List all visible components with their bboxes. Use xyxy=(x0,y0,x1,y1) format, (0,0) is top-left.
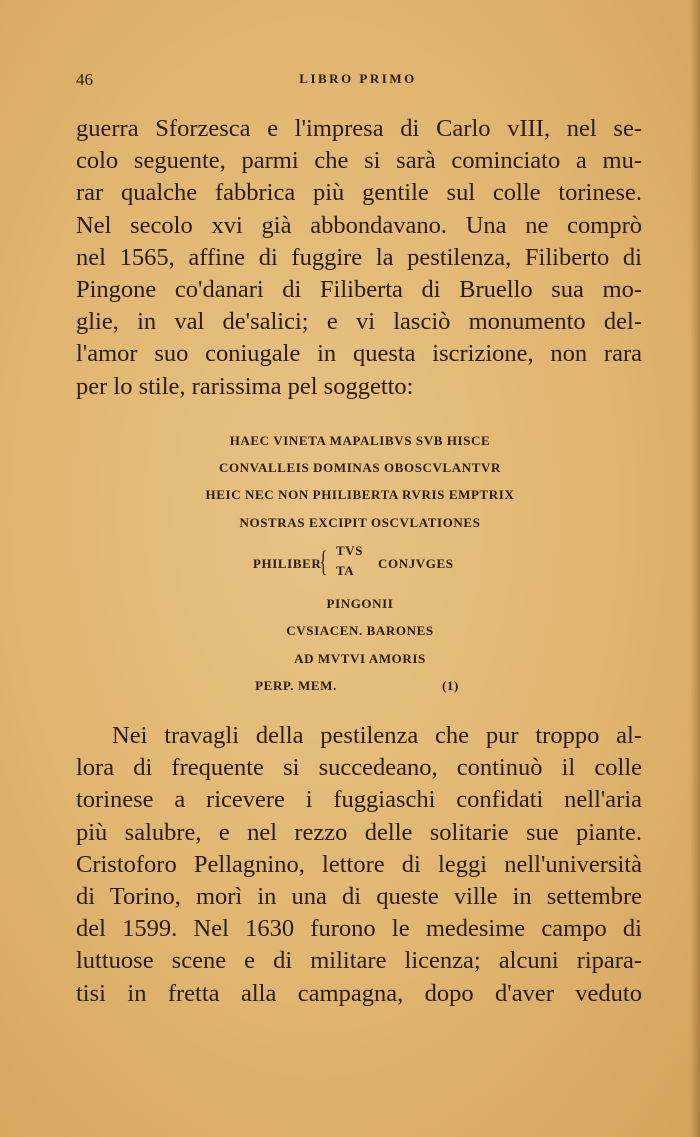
inscription-line: CVSIACEN. BARONES xyxy=(286,623,434,638)
inscription-suffix: TVS xyxy=(336,543,364,558)
inscription-word: PHILIBER xyxy=(253,556,322,571)
inscription-line: HAEC VINETA MAPALIBVS SVB HISCE xyxy=(229,433,491,448)
text-line: tisi in fretta alla campagna, dopo d'aver veduto xyxy=(76,979,642,1007)
text-line: Nei travagli della pestilenza che pur troppo al- xyxy=(112,722,642,749)
text-line: Cristoforo Pellagnino, lettore di leggi nell'università xyxy=(76,850,642,878)
text-line: Nel secolo xvi già abbondavano. Una ne comprò xyxy=(76,211,642,239)
inscription-suffix: TA xyxy=(336,563,355,578)
text-line: torinese a ricevere i fuggiaschi confidati nell'aria xyxy=(76,786,642,814)
inscription-word: CONJVGES xyxy=(378,556,454,571)
text-line: del 1599. Nel 1630 furono le medesime campo di xyxy=(76,915,642,943)
brace-glyph: { xyxy=(319,545,328,578)
page-header xyxy=(76,70,640,94)
text-line: glie, in val de'salici; e vi lasciò monumento del- xyxy=(76,308,642,336)
text-line: nel 1565, affine di fuggire la pestilenza, Filiberto di xyxy=(76,243,642,271)
page-number: 46 xyxy=(76,70,93,89)
footnote-marker: (1) xyxy=(442,678,459,693)
page-gutter-shadow xyxy=(690,0,700,1137)
inscription-line: PINGONII xyxy=(326,596,394,611)
text-line: l'amor suo coniugale in questa iscrizione, non rara xyxy=(76,340,642,368)
inscription-line: CONVALLEIS DOMINAS OBOSCVLANTVR xyxy=(218,460,502,475)
text-line: di Torino, morì in una di queste ville in settembre xyxy=(76,883,642,911)
paragraph-1 xyxy=(76,113,642,403)
inscription-line: HEIC NEC NON PHILIBERTA RVRIS EMPTRIX xyxy=(205,487,515,502)
text-line: rar qualche fabbrica più gentile sul colle torinese. xyxy=(76,179,642,207)
inscription-line: PERP. MEM. xyxy=(255,678,337,693)
text-line: guerra Sforzesca e l'impresa di Carlo vIII, nel se- xyxy=(76,115,642,142)
text-line: colo seguente, parmi che si sarà cominciato a mu- xyxy=(76,147,642,175)
inscription-line: NOSTRAS EXCIPIT OSCVLATIONES xyxy=(239,515,481,530)
text-line: più salubre, e nel rezzo delle solitarie sue piante. xyxy=(76,818,642,846)
paragraph-2 xyxy=(76,720,642,1010)
inscription-brace-row xyxy=(150,543,570,583)
text-line: luttuose scene e di militare licenza; alcuni ripara- xyxy=(76,947,642,975)
text-line: Pingone co'danari di Filiberta di Bruello sua mo- xyxy=(76,276,642,304)
text-line: per lo stile, rarissima pel soggetto: xyxy=(76,372,414,400)
text-line: lora di frequente si succedeano, continuò il colle xyxy=(76,754,642,782)
running-head: LIBRO PRIMO xyxy=(299,71,417,86)
inscription-line: AD MVTVI AMORIS xyxy=(294,651,426,666)
